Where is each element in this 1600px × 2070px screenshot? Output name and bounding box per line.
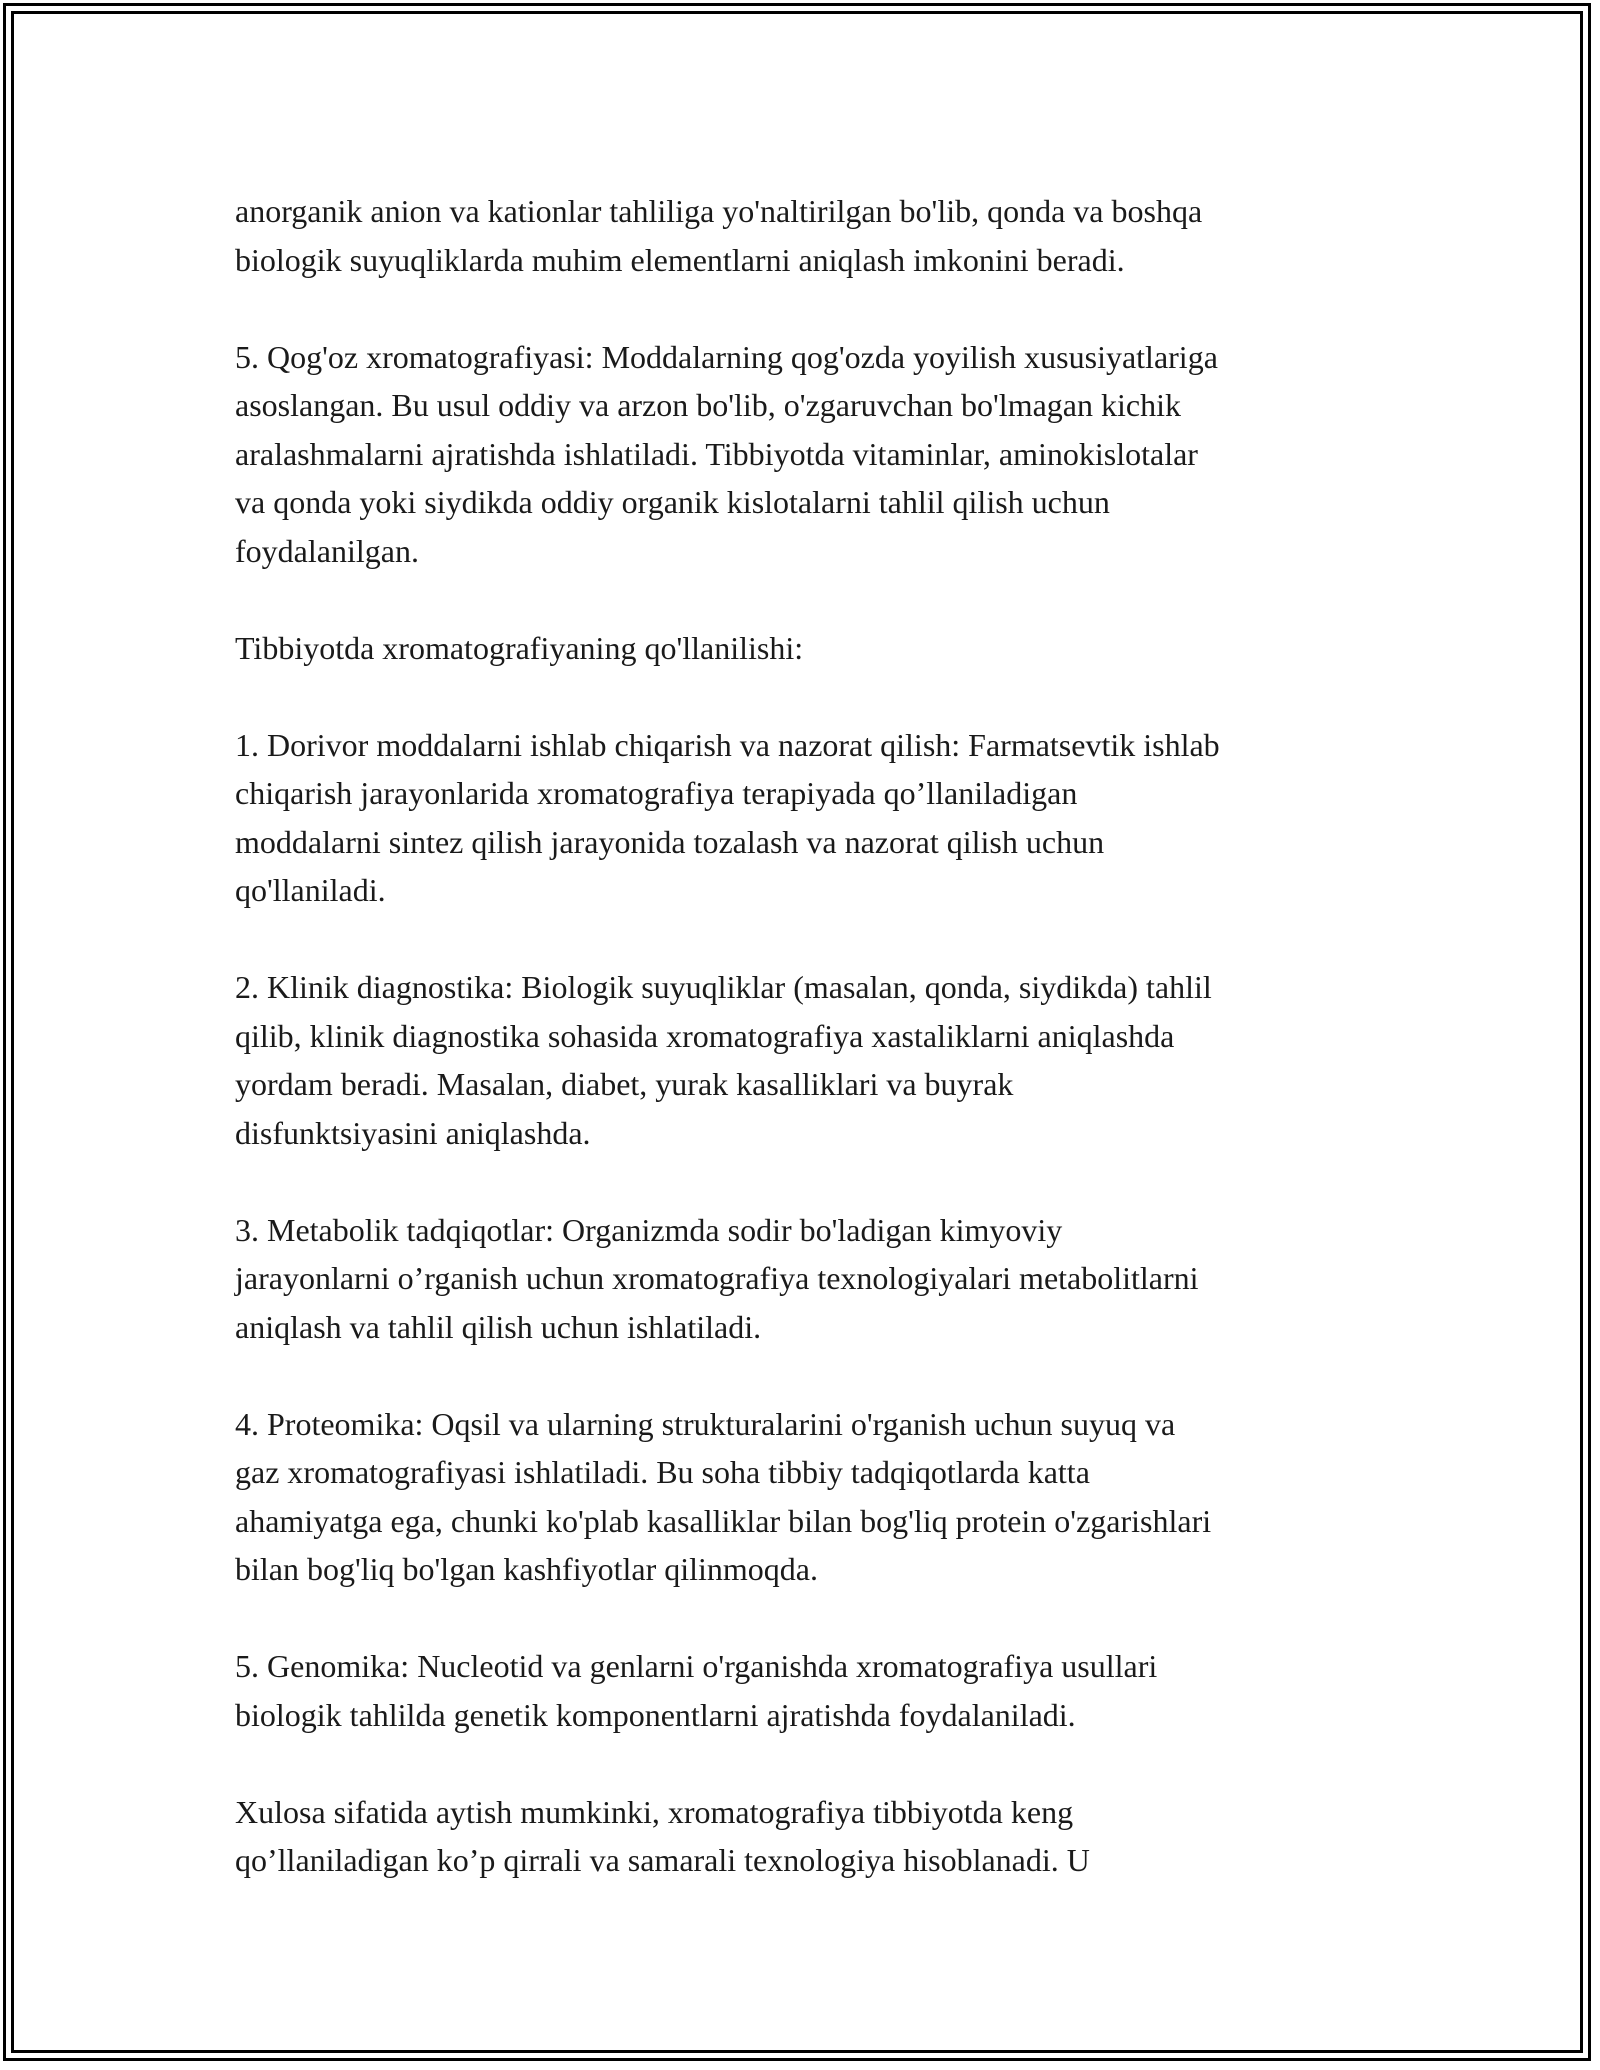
paragraph-gap xyxy=(235,284,1375,333)
text-line: qilib, klinik diagnostika sohasida xromatografiya xastaliklarni aniqlashda xyxy=(235,1017,1175,1054)
paragraph-gap xyxy=(235,1594,1375,1643)
paragraph-gap xyxy=(235,1157,1375,1206)
text-line: moddalarni sintez qilish jarayonida tozalash va nazorat qilish uchun xyxy=(235,823,1105,860)
paragraph-gap xyxy=(235,575,1375,624)
text-line: yordam beradi. Masalan, diabet, yurak kasalliklari va buyrak xyxy=(235,1066,1014,1102)
paragraph-qogoz-xromatografiyasi xyxy=(235,333,1375,576)
text-line: biologik suyuqliklarda muhim elementlarni aniqlash imkonini beradi. xyxy=(235,241,1125,278)
text-line: foydalanilgan. xyxy=(235,532,419,569)
section-heading-qollanilishi xyxy=(235,624,1375,673)
text-line: biologik tahlilda genetik komponentlarni ajratishda foydalaniladi. xyxy=(235,1696,1076,1733)
text-line: Tibbiyotda xromatografiyaning qo'llanilishi: xyxy=(235,629,804,666)
paragraph-xulosa xyxy=(235,1788,1375,1885)
paragraph-gap xyxy=(235,915,1375,964)
text-line: asoslangan. Bu usul oddiy va arzon bo'lib, o'zgaruvchan bo'lmagan kichik xyxy=(235,387,1181,423)
text-line: bilan bog'liq bo'lgan kashfiyotlar qilinmoqda. xyxy=(235,1551,818,1587)
text-line: 1. Dorivor moddalarni ishlab chiqarish va nazorat qilish: Farmatsevtik ishlab xyxy=(235,726,1220,763)
paragraph-dorivor-moddalar xyxy=(235,721,1375,915)
paragraph-anorganik-continuation xyxy=(235,187,1375,284)
paragraph-proteomika xyxy=(235,1400,1375,1594)
text-line: qo’llaniladigan ko’p qirrali va samarali texnologiya hisoblanadi. U xyxy=(235,1842,1090,1878)
paragraph-metabolik-tadqiqotlar xyxy=(235,1206,1375,1352)
text-line: 2. Klinik diagnostika: Biologik suyuqliklar (masalan, qonda, siydikda) tahlil xyxy=(235,969,1212,1005)
document-body xyxy=(235,187,1375,1885)
text-line: ahamiyatga ega, chunki ko'plab kasalliklar bilan bog'liq protein o'zgarishlari xyxy=(235,1502,1212,1539)
text-line: Xulosa sifatida aytish mumkinki, xromatografiya tibbiyotda keng xyxy=(235,1793,1074,1830)
paragraph-gap xyxy=(235,1739,1375,1788)
text-line: qo'llaniladi. xyxy=(235,872,386,908)
paragraph-genomika xyxy=(235,1642,1375,1739)
text-line: anorganik anion va kationlar tahliliga yo'naltirilgan bo'lib, qonda va boshqa xyxy=(235,193,1203,229)
text-line: aniqlash va tahlil qilish uchun ishlatiladi. xyxy=(235,1308,762,1345)
text-line: gaz xromatografiyasi ishlatiladi. Bu soha tibbiy tadqiqotlarda katta xyxy=(235,1454,1090,1490)
text-line: 4. Proteomika: Oqsil va ularning strukturalarini o'rganish uchun suyuq va xyxy=(235,1405,1176,1442)
paragraph-gap xyxy=(235,1351,1375,1400)
text-line: 5. Genomika: Nucleotid va genlarni o'rganishda xromatografiya usullari xyxy=(235,1648,1158,1684)
text-line: aralashmalarni ajratishda ishlatiladi. Tibbiyotda vitaminlar, aminokislotalar xyxy=(235,435,1198,472)
text-line: 5. Qog'oz xromatografiyasi: Moddalarning qog'ozda yoyilish xususiyatlariga xyxy=(235,338,1218,375)
text-line: disfunktsiyasini aniqlashda. xyxy=(235,1114,591,1151)
text-line: 3. Metabolik tadqiqotlar: Organizmda sodir bo'ladigan kimyoviy xyxy=(235,1211,1063,1248)
text-line: jarayonlarni o’rganish uchun xromatografiya texnologiyalari metabolitlarni xyxy=(235,1260,1199,1296)
text-line: va qonda yoki siydikda oddiy organik kislotalarni tahlil qilish uchun xyxy=(235,484,1110,520)
paragraph-gap xyxy=(235,672,1375,721)
paragraph-klinik-diagnostika xyxy=(235,963,1375,1157)
text-line: chiqarish jarayonlarida xromatografiya terapiyada qo’llaniladigan xyxy=(235,775,1078,811)
